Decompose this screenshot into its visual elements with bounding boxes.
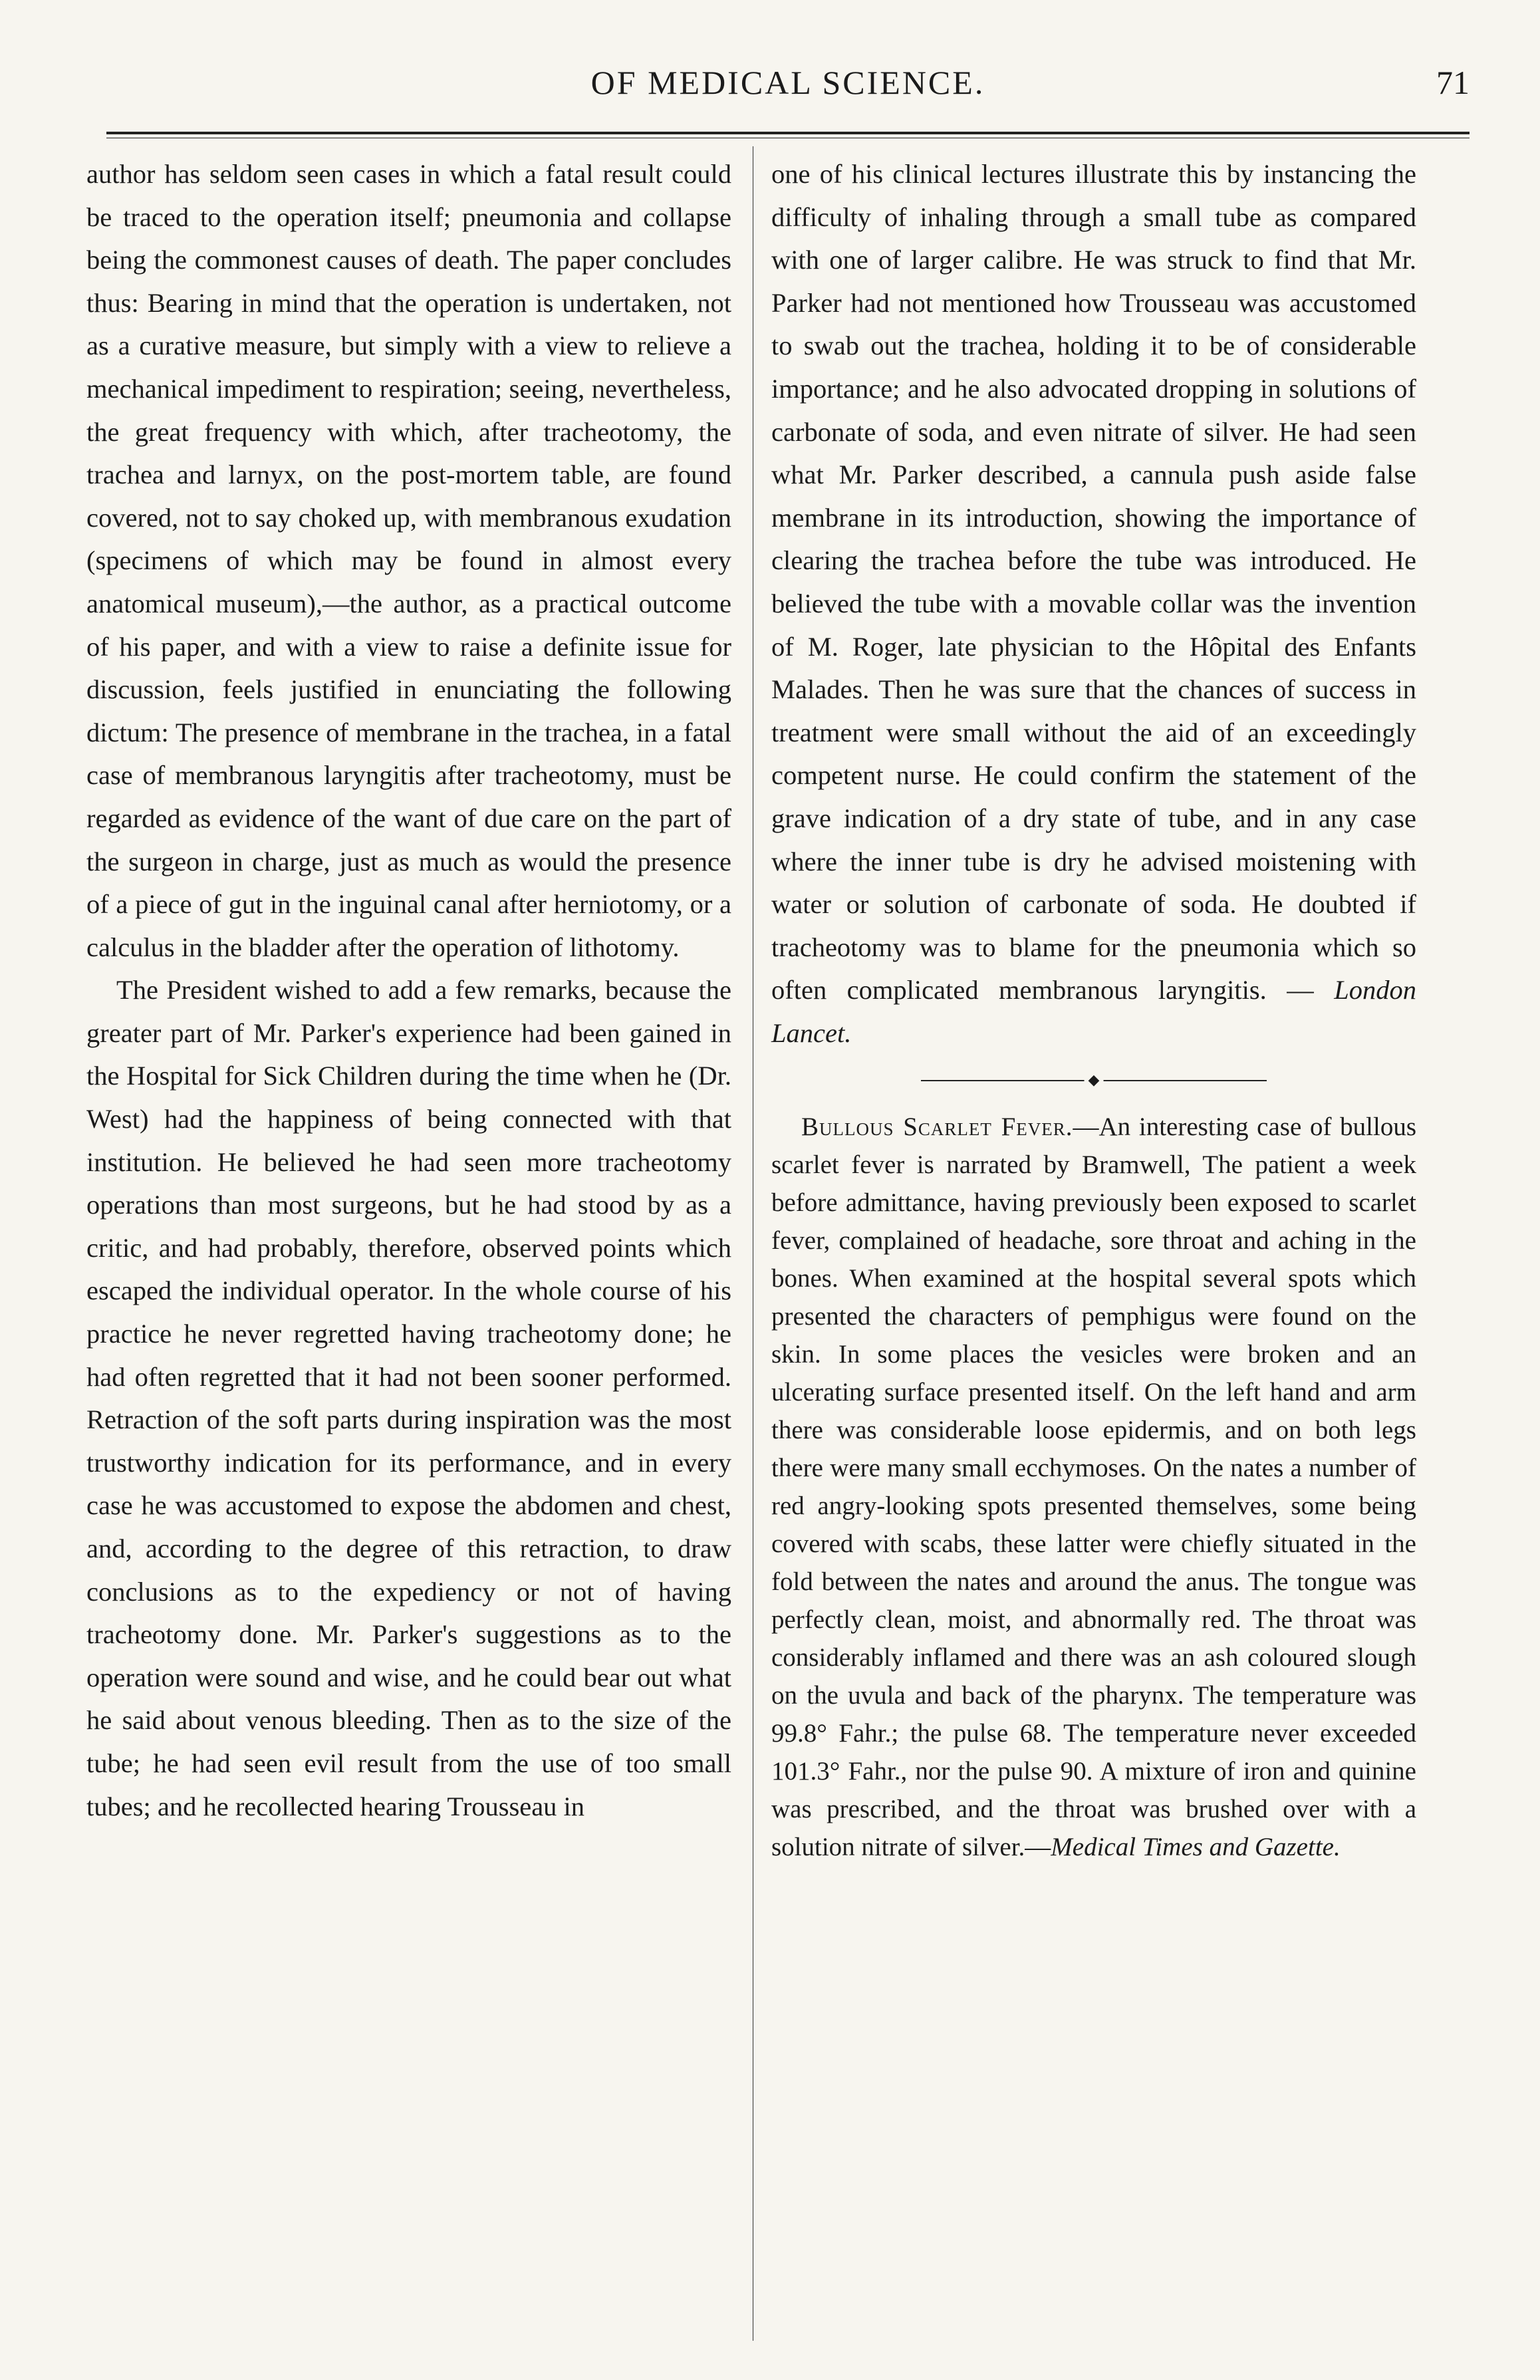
article-source: Medical Times and Gazette. xyxy=(1051,1833,1341,1862)
section-divider xyxy=(921,1071,1267,1089)
right-paragraph-continued xyxy=(771,153,1416,1055)
running-title: OF MEDICAL SCIENCE. xyxy=(590,64,985,101)
running-header xyxy=(106,63,1470,116)
header-rule xyxy=(106,132,1470,138)
right-column xyxy=(771,153,1416,1866)
article-body: —An interesting case of bullous scarlet fever is narrated by Bramwell, The patient a week before admittance, having previously been exposed to scarlet fever, complained of headache, sore throat and aching in the bones. When examined at the hospital several spots which presented the characters of pemphigus were found on the skin. In some places the vesicles were broken and an ulcerating surface presented itself. On the left hand and arm there was considerable loose epidermis, and on both legs there were many small ecchymoses. On the nates a number of red angry-looking spots presented themselves, some being covered with scabs, these latter were chiefly situated in the fold between the nates and around the anus. The tongue was perfectly clean, moist, and abnormally red. The throat was considerably inflamed and there was an ash coloured slough on the uvula and back of the pharynx. The temperature was 99.8° Fahr.; the pulse 68. The temperature never exceeded 101.3° Fahr., nor the pulse 90. A mixture of iron and quinine was prescribed, and the throat was brushed over with a solution nitrate of silver.— xyxy=(771,1113,1416,1862)
lecture-text: one of his clinical lectures illustrate this by instancing the difficulty of inhaling through a small tube as compared with one of larger calibre. He was struck to find that Mr. Parker had not mentioned how Trousseau was accustomed to swab out the trachea, holding it to be of considerable importance; and he also advocated dropping in solutions of carbonate of soda, and even nitrate of silver. He had seen what Mr. Parker described, a cannula push aside false membrane in its introduction, showing the importance of clearing the trachea before the tube was introduced. He believed the tube with a movable collar was the invention of M. Roger, late physician to the Hôpital des Enfants Malades. Then he was sure that the chances of success in treatment were small without the aid of an exceedingly competent nurse. He could confirm the statement of the grave indication of a dry state of tube, and in any case where the inner tube is dry he advised moistening with water or solution of carbonate of soda. He doubted if tracheotomy was to blame for the pneumonia which so often complicated membranous laryngitis. — xyxy=(771,159,1416,1005)
left-column xyxy=(86,153,731,1828)
left-paragraph-continued: author has seldom seen cases in which a fatal result could be traced to the operation itself; pneumonia and collapse being the commonest causes of death. The paper concludes thus: Bearing in mind that the operation is undertaken, not as a curative measure, but simply with a view to relieve a mechanical impediment to respiration; seeing, nevertheless, the great frequency with which, after tracheotomy, the trachea and larnyx, on the post-mortem table, are found covered, not to say choked up, with membranous exudation (specimens of which may be found in almost every anatomical museum),—the author, as a practical outcome of his paper, and with a view to raise a definite issue for discussion, feels justified in enunciating the following dictum: The presence of membrane in the trachea, in a fatal case of membranous laryngitis after tracheotomy, must be regarded as evidence of the want of due care on the part of the surgeon in charge, just as much as would the presence of a piece of gut in the inguinal canal after herniotomy, or a calculus in the bladder after the operation of lithotomy. xyxy=(86,159,731,962)
president-remarks-paragraph: The President wished to add a few remarks, because the greater part of Mr. Parker's experience had been gained in the Hospital for Sick Children during the time when he (Dr. West) had the happiness of being connected with that institution. He believed he had seen more tracheotomy operations than most surgeons, but he had stood by as a critic, and had probably, therefore, observed points which escaped the individual operator. In the whole course of his practice he never regretted having tracheotomy done; he had often regretted that it had not been sooner performed. Retraction of the soft parts during inspiration was the most trustworthy indication for its performance, and in every case he was accustomed to expose the abdomen and chest, and, according to the degree of this retraction, to draw conclusions as to the expediency or not of having tracheotomy done. Mr. Parker's suggestions as to the operation were sound and wise, and he could bear out what he said about venous bleeding. Then as to the size of the tube; he had seen evil result from the use of too small tubes; and he recollected hearing Trousseau in xyxy=(86,975,731,1821)
page-number: 71 xyxy=(1436,64,1470,101)
source-citation: London Lancet. xyxy=(771,975,1416,1048)
bullous-scarlet-fever-article xyxy=(771,1108,1416,1866)
divider-ornament: ◆ xyxy=(1085,1073,1104,1087)
article-heading: Bullous Scarlet Fever. xyxy=(801,1113,1073,1142)
